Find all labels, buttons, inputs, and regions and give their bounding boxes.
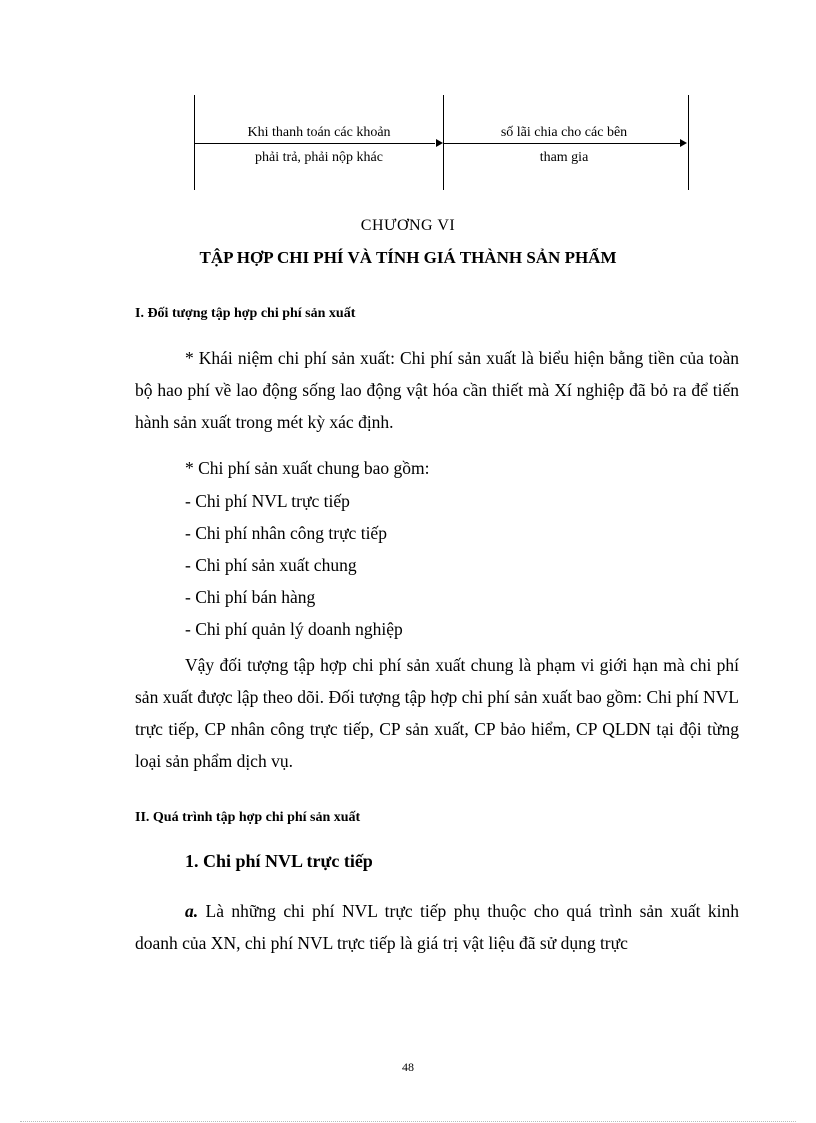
page-number: 48: [402, 1060, 414, 1074]
chapter-title: TẬP HỢP CHI PHÍ VÀ TÍNH GIÁ THÀNH SẢN PHẨM: [199, 248, 617, 267]
list-item: - Chi phí quản lý doanh nghiệp: [185, 619, 403, 639]
conclusion-text: Vậy đối tượng tập hợp chi phí sản xuất chung là phạm vi giới hạn mà chi phí sản xuất được lập theo dõi. Đối tượng tập hợp chi phí sản xuất bao gồm: Chi phí NVL trực tiếp, CP nhân công trực tiếp, CP sản xuất, CP bảo hiểm, CP QLDN tại đội từng loại sản phẩm dịch vụ.: [135, 655, 739, 771]
diagram-right-label-top: số lãi chia cho các bên: [500, 125, 628, 140]
definition-paragraph: [135, 342, 739, 438]
subsection-heading: 1. Chi phí NVL trực tiếp: [185, 851, 373, 871]
list-item: - Chi phí bán hàng: [185, 587, 316, 607]
nvl-body: Là những chi phí NVL trực tiếp phụ thuộc cho quá trình sản xuất kinh doanh của XN, chi phí NVL trực tiếp là giá trị vật liệu đã sử dụng trực: [135, 901, 739, 953]
diagram-right-arrow-line: [444, 143, 680, 144]
list-item: - Chi phí sản xuất chung: [185, 555, 357, 575]
para-marker: a.: [185, 901, 199, 921]
diagram-left-arrow-line: [195, 143, 435, 144]
section1-heading: I. Đối tượng tập hợp chi phí sản xuất: [135, 306, 356, 321]
conclusion-paragraph: [135, 649, 739, 777]
definition-text: * Khái niệm chi phí sản xuất: Chi phí sản xuất là biểu hiện bằng tiền của toàn bộ hao phí về lao động sống lao động vật hóa cần thiết mà Xí nghiệp đã bỏ ra để tiến hành sản xuất trong mét kỳ xác định.: [135, 348, 739, 432]
chapter-label: CHƯƠNG VI: [360, 217, 456, 234]
diagram-right-border: [688, 95, 689, 190]
diagram-left-label-top: Khi thanh toán các khoản: [247, 125, 391, 140]
list-item: - Chi phí NVL trực tiếp: [185, 491, 350, 511]
section2-heading: II. Quá trình tập hợp chi phí sản xuất: [135, 810, 361, 825]
diagram-right-label-bottom: tham gia: [539, 150, 589, 165]
list-intro: * Chi phí sản xuất chung bao gồm:: [185, 458, 430, 478]
nvl-text: [135, 895, 739, 959]
nvl-paragraph: [135, 895, 739, 959]
list-item: - Chi phí nhân công trực tiếp: [185, 523, 387, 543]
page-bottom-edge: [20, 1121, 796, 1122]
diagram-left-label-bottom: phải trả, phải nộp khác: [255, 150, 383, 165]
